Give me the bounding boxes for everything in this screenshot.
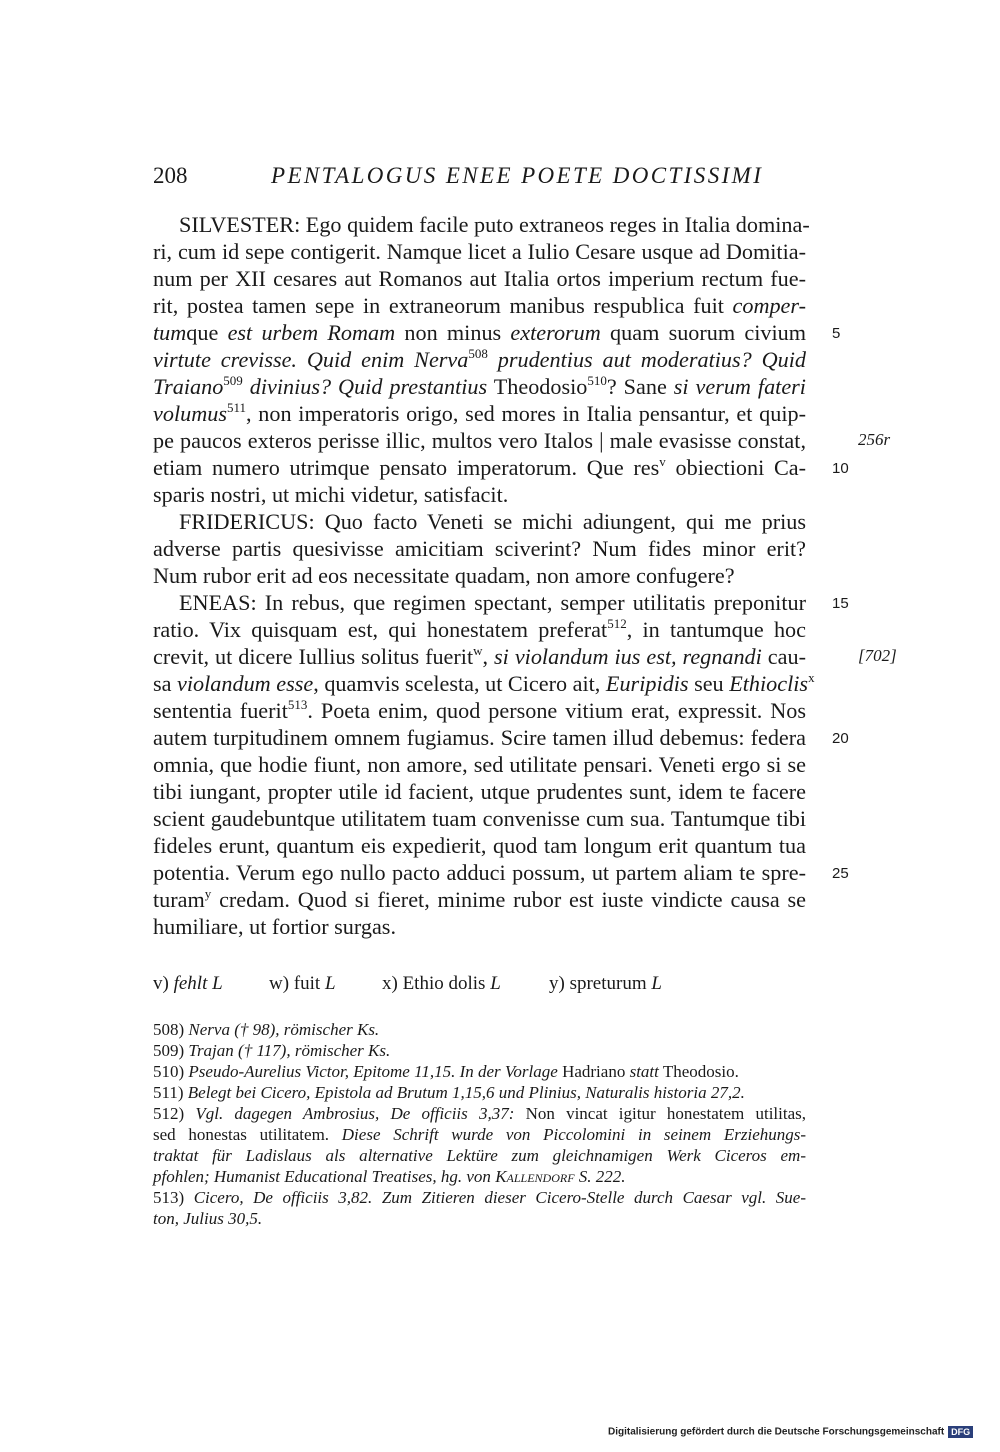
italic-run: divinius? Quid prestantius	[242, 374, 488, 399]
text-line	[153, 508, 806, 535]
text-run: sed honestas utilitatem.	[153, 1125, 342, 1144]
running-title: PENTALOGUS ENEE POETE DOCTISSIMI	[271, 163, 764, 188]
italic-run: ton, Julius 30,5.	[153, 1209, 263, 1228]
italic-run: Trajan († 117), römischer Ks.	[188, 1041, 391, 1060]
footnote-line	[153, 1082, 806, 1103]
italic-run: traktat für Ladislaus als alternative Lektüre zum gleichnamigen Werk Ciceros em-	[153, 1146, 806, 1165]
footnote-ref: 510	[587, 373, 607, 388]
folio-mark: [702]	[858, 646, 897, 665]
text-line	[153, 805, 806, 832]
text-run: , non imperatoris origo, sed mores in Italia pensantur, et quip-	[245, 401, 806, 426]
text-run: crevit, ut dicere Iullius solitus fuerit	[153, 644, 474, 669]
text-run: ri, cum id sepe contigerit. Namque licet a Iulio Cesare usque ad Domitia-	[153, 239, 806, 264]
text-line	[153, 751, 806, 778]
italic-run: L	[490, 973, 501, 994]
italic-run: est urbem Romam	[227, 320, 396, 345]
text-run: ratio. Vix quisquam est, qui honestatem preferat	[153, 617, 608, 642]
footnote-line	[153, 1061, 806, 1082]
text-line	[153, 454, 806, 481]
italic-run: exterorum	[510, 320, 601, 345]
text-run: obiectioni Ca-	[665, 455, 806, 480]
text-line	[153, 616, 806, 643]
apparatus-entry	[269, 973, 382, 995]
text-run: Hadriano	[557, 1062, 630, 1081]
text-run: w) fuit	[269, 973, 325, 994]
text-run: sententia fuerit	[153, 698, 288, 723]
text-line	[153, 670, 815, 697]
italic-run: L	[324, 973, 336, 994]
text-run: cau-	[761, 644, 806, 669]
footnote-ref: 513	[287, 697, 308, 712]
text-line	[153, 589, 806, 616]
text-line	[153, 211, 810, 238]
text-run: FRIDERICUS: Quo facto Veneti se michi adiungent, qui me prius	[179, 509, 806, 534]
text-line	[153, 643, 806, 670]
line-number: 20	[832, 730, 849, 747]
text-run: humiliare, ut fortior surgas.	[153, 914, 396, 939]
text-line	[153, 562, 806, 589]
text-line	[153, 832, 806, 859]
italic-run: Euripidis	[605, 671, 689, 696]
text-run: 510)	[153, 1062, 189, 1081]
text-run: 512)	[153, 1104, 196, 1123]
footnote-line	[153, 1124, 806, 1145]
text-run: quam suorum civium	[600, 320, 806, 345]
italic-run: Vgl. dagegen Ambrosius, De officiis 3,37:	[195, 1104, 515, 1123]
footnote-line	[153, 1166, 806, 1187]
italic-run: comper-	[732, 293, 806, 318]
text-run: potentia. Verum ego nullo pacto adduci possum, ut partem aliam te spre-	[153, 860, 806, 885]
text-run: x) Ethio dolis	[382, 973, 491, 994]
running-head	[153, 163, 763, 189]
italic-run: Belegt bei Cicero, Epistola ad Brutum 1,15,6 und Plinius, Naturalis historia 27,2.	[187, 1083, 745, 1102]
text-run: scient gaudebuntque utilitatem tuam convenisse cum sua. Tantumque tibi	[153, 806, 806, 831]
text-line	[153, 373, 806, 400]
author-name: Kallendorf	[495, 1167, 575, 1186]
footnote-line	[153, 1040, 806, 1061]
text-run: Theodosio	[487, 374, 588, 399]
footnote-ref: x	[808, 670, 815, 685]
line-number: 5	[832, 325, 841, 342]
footnote-ref: 509	[223, 373, 243, 388]
apparatus-entry	[153, 973, 269, 995]
italic-run: Ethioclis	[729, 671, 809, 696]
italic-run: si verum fateri	[673, 374, 806, 399]
text-line	[153, 535, 806, 562]
text-run: 513)	[153, 1188, 194, 1207]
text-run: fideles erunt, quantum eis expedierit, quod tam longum erit quantum tua	[153, 833, 806, 858]
text-line	[153, 292, 806, 319]
footnote-line	[153, 1187, 806, 1208]
text-run: non minus	[395, 320, 511, 345]
italic-run: fehlt L	[173, 973, 223, 994]
footnote-line	[153, 1145, 806, 1166]
text-line	[153, 481, 806, 508]
text-line	[153, 427, 806, 454]
text-line	[153, 346, 806, 373]
text-run: 509)	[153, 1041, 189, 1060]
text-run: que	[186, 320, 228, 345]
text-run: seu	[688, 671, 730, 696]
italic-run: statt	[629, 1062, 659, 1081]
text-run: Num rubor erit ad eos necessitate quadam, non amore confugere?	[153, 563, 735, 588]
text-line	[153, 697, 806, 724]
page-number: 208	[153, 163, 188, 188]
text-run: omnia, que hodie fiunt, non amore, sed utilitate pensari. Veneti ergo si se	[153, 752, 806, 777]
line-number: 15	[832, 595, 849, 612]
dfg-logo-icon: DFG	[948, 1426, 973, 1438]
text-line	[153, 913, 806, 940]
dfg-notice-text: Digitalisierung gefördert durch die Deutsche Forschungsgemeinschaft	[608, 1426, 945, 1438]
text-run: tibi iungant, propter utile id facient, utque prudentes sunt, idem te facere	[153, 779, 806, 804]
text-run: Theodosio.	[658, 1062, 739, 1081]
text-run: pe paucos exteros perisse illic, multos vero Italos | male evasisse constat,	[153, 428, 806, 453]
text-run: adverse partis quesivisse amicitiam sciverint? Num fides minor erit?	[153, 536, 806, 561]
italic-run: Diese Schrift wurde von Piccolomini in seinem Erziehungs-	[341, 1125, 807, 1144]
italic-run: virtute crevisse. Quid enim Nerva	[153, 347, 469, 372]
italic-run: Pseudo-Aurelius Victor, Epitome 11,15. In der Vorlage	[188, 1062, 558, 1081]
text-run: ENEAS: In rebus, que regimen spectant, semper utilitatis preponitur	[179, 590, 806, 615]
text-line	[153, 265, 806, 292]
text-line	[153, 859, 806, 886]
text-run: y) spreturum	[549, 973, 652, 994]
italic-run: Cicero, De officiis 3,82. Zum Zitieren dieser Cicero-Stelle durch Caesar vgl. Sue-	[193, 1188, 806, 1207]
critical-apparatus	[153, 973, 662, 995]
text-run: num per XII cesares aut Romanos aut Italia ortos imperium rectum fue-	[153, 266, 806, 291]
text-run: etiam numero utrimque pensato imperatorum. Que res	[153, 455, 660, 480]
text-run: credam. Quod si fieret, minime rubor est iuste vindicte causa se	[211, 887, 806, 912]
italic-run: tum	[153, 320, 187, 345]
footnote-ref: 508	[468, 346, 488, 361]
italic-run: violandum esse	[177, 671, 314, 696]
text-line	[153, 724, 806, 751]
text-run: autem turpitudinem omnem fugiamus. Scire tamen illud debemus: federa	[153, 725, 806, 750]
italic-run: S. 222.	[574, 1167, 626, 1186]
text-line	[153, 400, 806, 427]
footnote-ref: 511	[226, 400, 246, 415]
text-run: SILVESTER: Ego quidem facile puto extraneos reges in Italia domina-	[179, 212, 810, 237]
text-run: sparis nostri, ut michi videtur, satisfacit.	[153, 482, 509, 507]
text-run: ,	[482, 644, 495, 669]
text-line	[153, 778, 806, 805]
footnote-line	[153, 1103, 806, 1124]
text-run: , quamvis scelesta, ut Cicero ait,	[313, 671, 606, 696]
text-run: Non vincat igitur honestatem utilitas,	[514, 1104, 806, 1123]
text-run: 508)	[153, 1020, 189, 1039]
footnote-ref: 512	[607, 616, 627, 631]
italic-run: volumus	[153, 401, 227, 426]
text-run: turam	[153, 887, 205, 912]
folio-mark: 256r	[858, 430, 891, 449]
line-number: 25	[832, 865, 849, 882]
text-run: , in tantumque hoc	[626, 617, 807, 642]
italic-run: si violandum ius est, regnandi	[494, 644, 762, 669]
text-line	[153, 886, 806, 913]
text-run: v)	[153, 973, 174, 994]
apparatus-entry	[549, 973, 662, 995]
text-run: ? Sane	[606, 374, 674, 399]
italic-run: Traiano	[153, 374, 224, 399]
italic-run: pfohlen; Humanist Educational Treatises, hg. von	[153, 1167, 496, 1186]
text-line	[153, 238, 806, 265]
dfg-notice	[608, 1426, 973, 1438]
italic-run: prudentius aut moderatius? Quid	[487, 347, 806, 372]
text-run: sa	[153, 671, 178, 696]
footnote-ref: w	[473, 643, 483, 658]
footnote-line	[153, 1019, 806, 1040]
text-run: 511)	[153, 1083, 188, 1102]
footnote-ref: v	[659, 454, 666, 469]
footnote-ref: y	[204, 886, 212, 901]
apparatus-entry	[382, 973, 549, 995]
footnote-line	[153, 1208, 806, 1229]
line-number: 10	[832, 460, 849, 477]
italic-run: Nerva († 98), römischer Ks.	[188, 1020, 380, 1039]
italic-run: L	[651, 973, 662, 994]
text-line	[153, 319, 806, 346]
text-run: rit, postea tamen sepe in extraneorum manibus respublica fuit	[153, 293, 733, 318]
text-run: . Poeta enim, quod persone vitium erat, expressit. Nos	[307, 698, 806, 723]
